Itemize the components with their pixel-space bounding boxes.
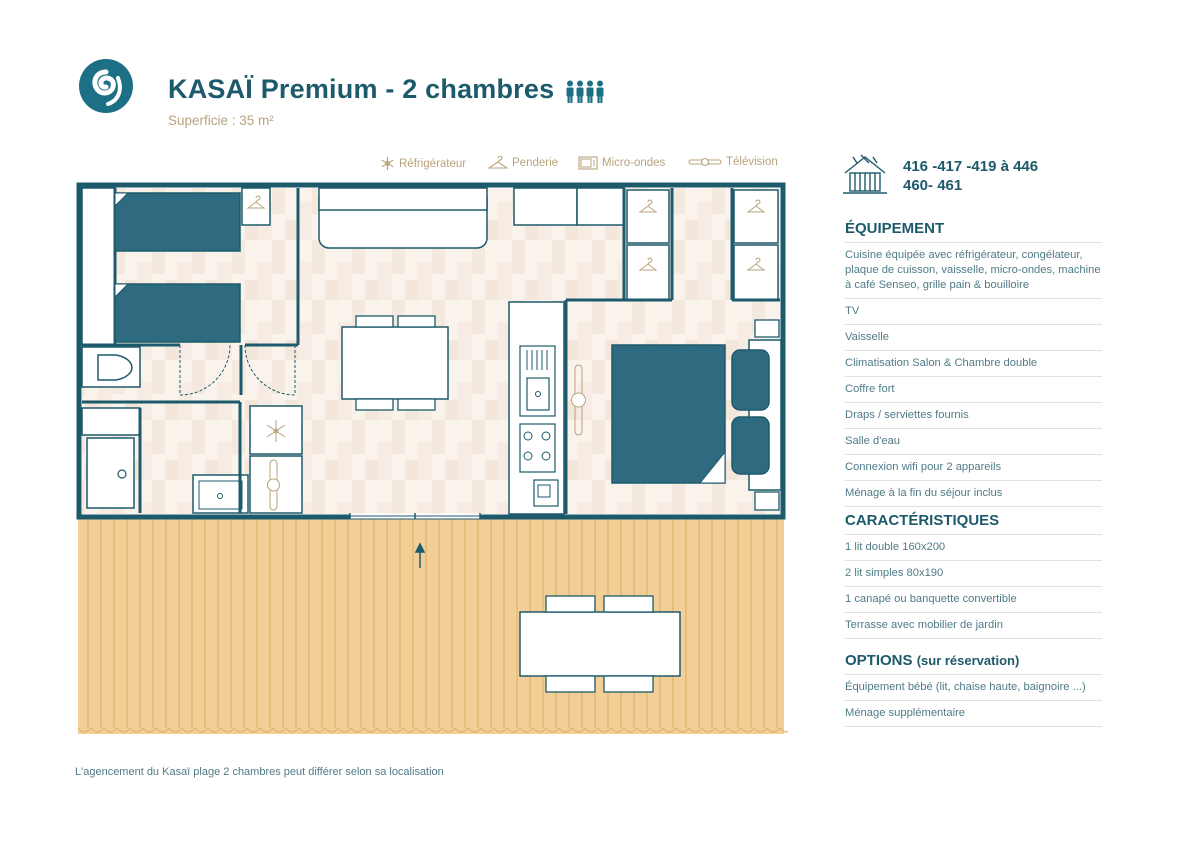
options-section (845, 652, 1102, 727)
legend-television (688, 156, 778, 168)
list-item: Cuisine équipée avec réfrigérateur, congélateur, plaque de cuisson, vaisselle, micro-ondes, machine à café Senseo, grille pain & bouilloire (845, 243, 1102, 299)
list-item: Connexion wifi pour 2 appareils (845, 455, 1102, 481)
options-title: OPTIONS (845, 652, 913, 669)
single-bed (115, 284, 240, 342)
unit-numbers-line: 416 -417 -419 à 446 (903, 158, 1039, 175)
list-item: Draps / serviettes fournis (845, 403, 1102, 429)
list-item: 2 lit simples 80x190 (845, 561, 1102, 587)
unit-numbers-line: 460- 461 (903, 176, 963, 194)
spiral-logo-icon (78, 58, 134, 114)
section-title: CARACTÉRISTIQUES (845, 512, 1102, 535)
tv-icon (688, 157, 722, 167)
list-item: Terrasse avec mobilier de jardin (845, 613, 1102, 639)
subtitle-area: Superficie : 35 m² (168, 113, 274, 128)
chalet-icon (843, 153, 887, 195)
hanger-icon (488, 156, 508, 170)
toilet (98, 355, 132, 380)
list-item: TV (845, 299, 1102, 325)
page-title: KASAÏ Premium - 2 chambres (168, 74, 555, 104)
list-item: Coffre fort (845, 377, 1102, 403)
list-item: Ménage supplémentaire (845, 701, 1102, 727)
list-item: 1 lit double 160x200 (845, 535, 1102, 561)
dining-table (342, 327, 448, 399)
section-title: ÉQUIPEMENT (845, 220, 1102, 243)
legend-microwave (578, 156, 665, 170)
legend-wardrobe (488, 156, 558, 170)
layout-footnote: L'agencement du Kasaï plage 2 chambres peut différer selon sa localisation (75, 766, 444, 778)
section-title (845, 652, 1102, 675)
list-item: 1 canapé ou banquette convertible (845, 587, 1102, 613)
list-item: Équipement bébé (lit, chaise haute, baignoire ...) (845, 675, 1102, 701)
list-item: Ménage à la fin du séjour inclus (845, 481, 1102, 507)
list-item: Salle d'eau (845, 429, 1102, 455)
list-item: Climatisation Salon & Chambre double (845, 351, 1102, 377)
characteristics-section (845, 512, 1102, 639)
terrace-deck (78, 516, 788, 734)
snowflake-icon (380, 156, 395, 171)
legend-label: Réfrigérateur (399, 157, 467, 170)
shower (87, 438, 134, 508)
legend-label: Micro-ondes (602, 157, 666, 169)
equipment-section (845, 220, 1102, 507)
microwave-icon (578, 156, 598, 170)
legend-label: Télévision (726, 156, 778, 168)
legend-label: Penderie (512, 157, 559, 169)
unit-numbers (903, 158, 1038, 195)
four-people-icon (565, 80, 605, 104)
list-item: Vaisselle (845, 325, 1102, 351)
legend-refrigerator (380, 156, 466, 171)
options-title-suffix: (sur réservation) (916, 653, 1020, 668)
floor-plan (72, 180, 788, 740)
double-bed (612, 345, 725, 483)
